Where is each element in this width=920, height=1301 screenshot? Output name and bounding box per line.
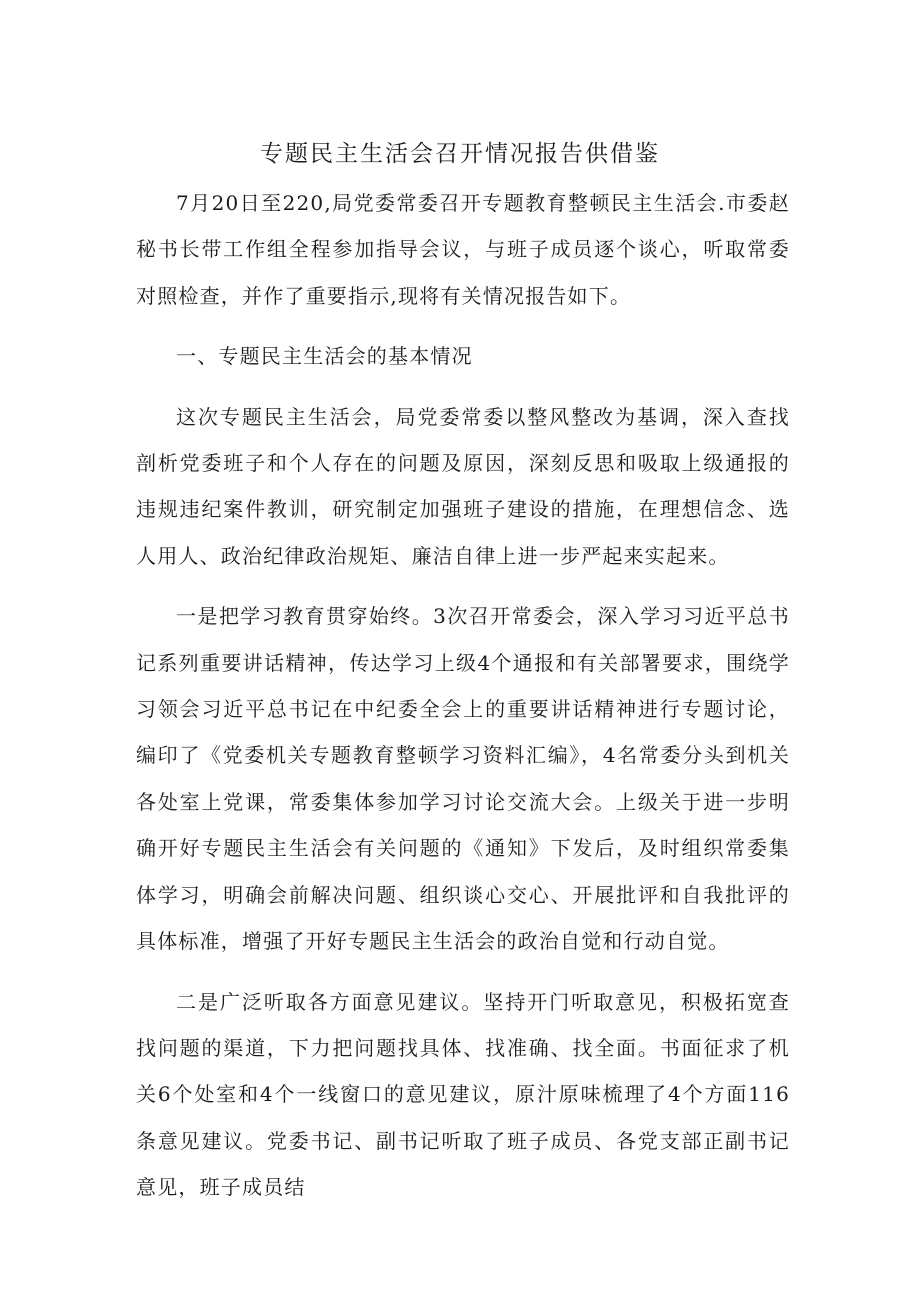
document-body bbox=[136, 180, 790, 1211]
document-title: 专题民主生活会召开情况报告供借鉴 bbox=[260, 141, 660, 167]
section-heading-basic-situation: 一、专题民主生活会的基本情况 bbox=[176, 344, 473, 369]
point-one-paragraph: 一是把学习教育贯穿始终。3次召开常委会，深入学习习近平总书记系列重要讲话精神，传达学习上级4个通报和有关部署要求，围绕学习领会习近平总书记在中纪委全会上的重要讲话精神进行专题讨论，编印了《党委机关专题教育整顿学习资料汇编》，4名常委分头到机关各处室上党课，常委集体参加学习讨论交流大会。上级关于进一步明确开好专题民主生活会有关问题的《通知》下发后，及时组织常委集体学习，明确会前解决问题、组织谈心交心、开展批评和自我批评的具体标准，增强了开好专题民主生活会的政治自觉和行动自觉。 bbox=[136, 604, 790, 954]
overview-paragraph: 这次专题民主生活会，局党委常委以整风整改为基调，深入查找剖析党委班子和个人存在的问题及原因，深刻反思和吸取上级通报的违规违纪案件教训，研究制定加强班子建设的措施，在理想信念、选人用人、政治纪律政治规矩、廉洁自律上进一步严起来实起来。 bbox=[136, 404, 790, 568]
point-two-paragraph: 二是广泛听取各方面意见建议。坚持开门听取意见，积极拓宽查找问题的渠道，下力把问题找具体、找准确、找全面。书面征求了机关6个处室和4个一线窗口的意见建议，原汁原味梳理了4个方面116条意见建议。党委书记、副书记听取了班子成员、各党支部正副书记意见，班子成员结 bbox=[136, 989, 790, 1200]
intro-paragraph: 7月20日至220,局党委常委召开专题教育整顿民主生活会.市委赵秘书长带工作组全程参加指导会议，与班子成员逐个谈心，听取常委对照检查，并作了重要指示,现将有关情况报告如下。 bbox=[136, 191, 790, 308]
